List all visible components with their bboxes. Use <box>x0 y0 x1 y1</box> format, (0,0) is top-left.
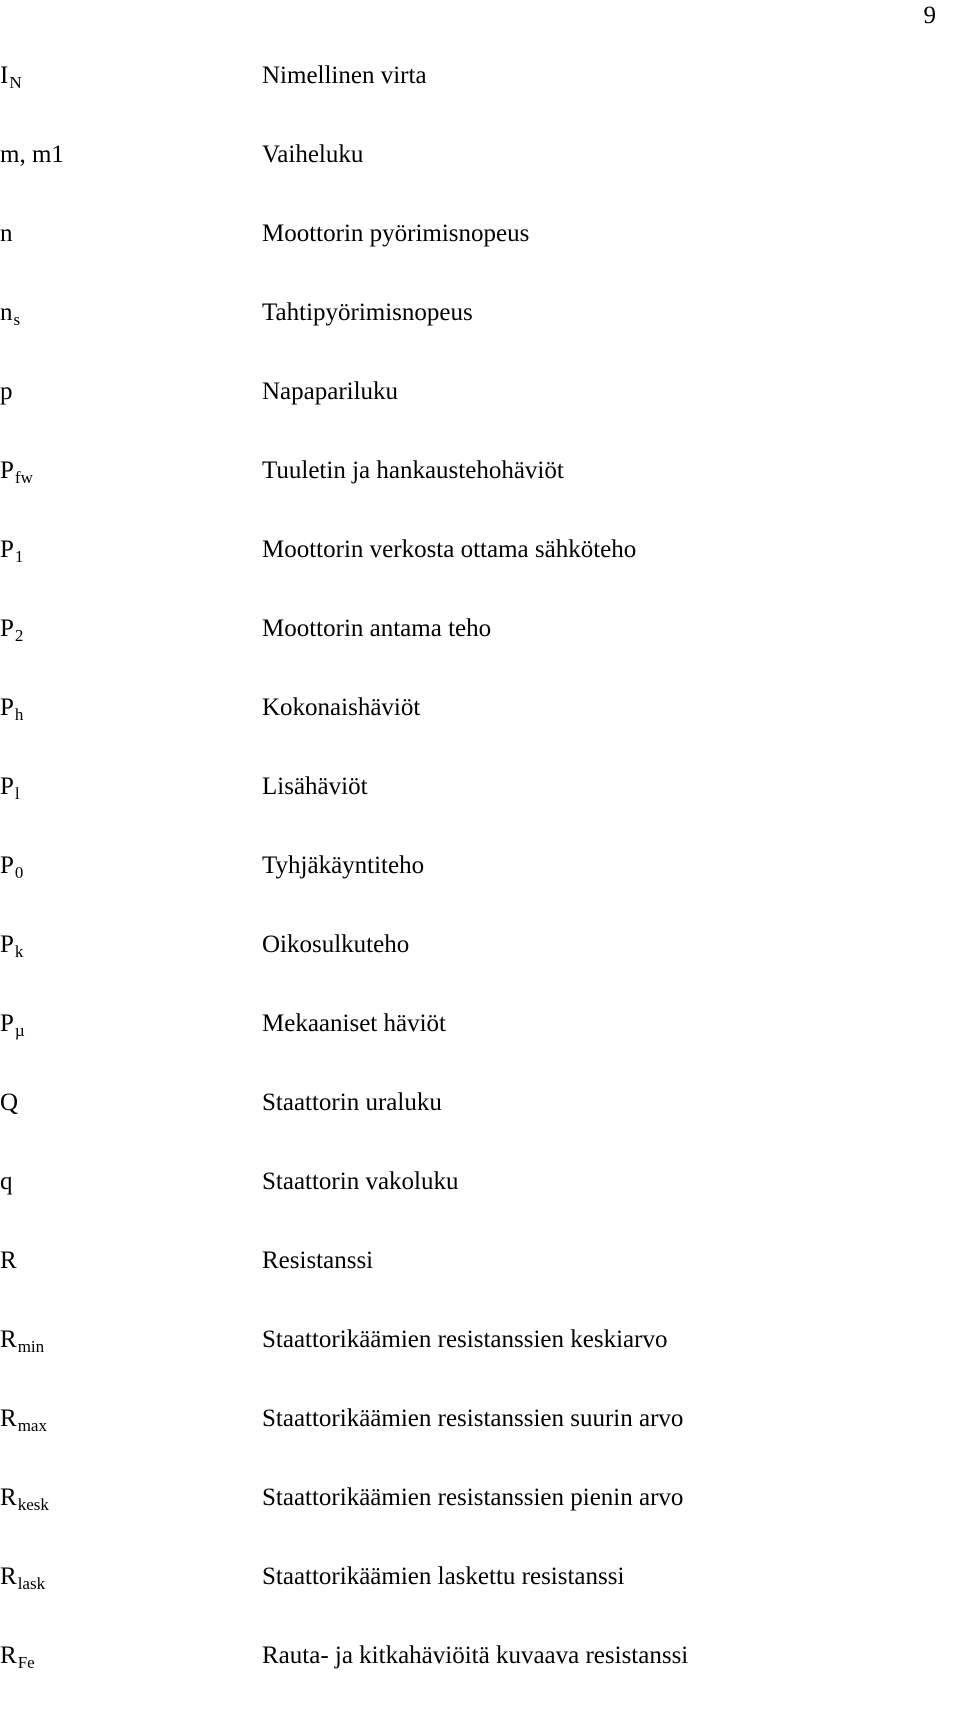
symbol-description: Tyhjäkäyntiteho <box>262 852 425 879</box>
symbol-description: Rauta- ja kitkahäviöitä kuvaava resistanssi <box>262 1642 689 1669</box>
list-item <box>0 1247 960 1326</box>
symbol: $P_\mu$ <box>0 1010 25 1040</box>
symbol-description: Staattorikäämien laskettu resistanssi <box>262 1563 625 1590</box>
symbol-description: Oikosulkuteho <box>262 931 410 958</box>
symbol: $P_l$ <box>0 773 20 803</box>
symbol-description: Staattorin vakoluku <box>262 1168 459 1195</box>
symbol-description: Vaiheluku <box>262 141 364 168</box>
symbol: $R_{kesk}$ <box>0 1484 49 1514</box>
symbol: R <box>0 1247 17 1274</box>
symbol-description: Moottorin antama teho <box>262 615 492 642</box>
list-item <box>0 1405 960 1484</box>
symbol-description: Kokonaishäviöt <box>262 694 421 721</box>
symbol-description: Lisähäviöt <box>262 773 368 800</box>
symbol-description: Resistanssi <box>262 1247 374 1274</box>
list-item <box>0 220 960 299</box>
symbol: $R_{max}$ <box>0 1405 47 1435</box>
symbol: n <box>0 220 13 247</box>
page-number: 9 <box>923 2 936 29</box>
list-item <box>0 1089 960 1168</box>
symbol-list <box>0 62 960 1721</box>
symbol-description: Tuuletin ja hankaustehohäviöt <box>262 457 564 484</box>
list-item <box>0 694 960 773</box>
symbol: q <box>0 1168 13 1195</box>
symbol: $I_N$ <box>0 62 22 92</box>
list-item <box>0 1010 960 1089</box>
list-item <box>0 931 960 1010</box>
list-item <box>0 299 960 378</box>
symbol-description: Mekaaniset häviöt <box>262 1010 446 1037</box>
symbol: m, m1 <box>0 141 64 168</box>
symbol: $P_h$ <box>0 694 24 724</box>
list-item <box>0 141 960 220</box>
list-item <box>0 852 960 931</box>
symbol-description: Moottorin pyörimisnopeus <box>262 220 530 247</box>
symbol: $R_{Fe}$ <box>0 1642 35 1672</box>
symbol: $R_{min}$ <box>0 1326 45 1356</box>
symbol-description: Tahtipyörimisnopeus <box>262 299 473 326</box>
symbol: p <box>0 378 13 405</box>
list-item <box>0 378 960 457</box>
list-item <box>0 1326 960 1405</box>
list-item <box>0 773 960 852</box>
symbol: $P_1$ <box>0 536 24 566</box>
list-item <box>0 62 960 141</box>
symbol: Q <box>0 1089 19 1116</box>
symbol-description: Napapariluku <box>262 378 399 405</box>
symbol: $P_0$ <box>0 852 24 882</box>
list-item <box>0 1168 960 1247</box>
symbol: $n_s$ <box>0 299 21 329</box>
list-item <box>0 1563 960 1642</box>
symbol-description: Staattorikäämien resistanssien pienin arvo <box>262 1484 684 1511</box>
list-item <box>0 1484 960 1563</box>
symbol-description: Staattorikäämien resistanssien suurin arvo <box>262 1405 684 1432</box>
symbol-description: Moottorin verkosta ottama sähköteho <box>262 536 637 563</box>
list-item <box>0 536 960 615</box>
symbol: $P_k$ <box>0 931 24 961</box>
list-item <box>0 457 960 536</box>
symbol: $P_2$ <box>0 615 24 645</box>
symbol-description: Staattorikäämien resistanssien keskiarvo <box>262 1326 668 1353</box>
list-item <box>0 1642 960 1721</box>
symbol: $R_{lask}$ <box>0 1563 46 1593</box>
symbol: $P_{fw}$ <box>0 457 33 487</box>
symbol-description: Staattorin uraluku <box>262 1089 442 1116</box>
list-item <box>0 615 960 694</box>
symbol-description: Nimellinen virta <box>262 62 427 89</box>
